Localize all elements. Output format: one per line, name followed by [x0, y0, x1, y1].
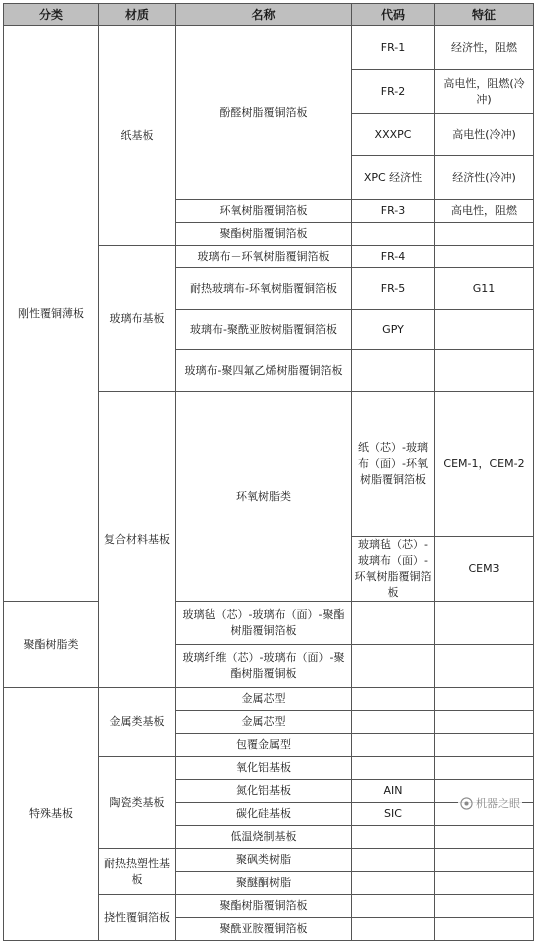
category-cell: 刚性覆铜薄板 [4, 26, 99, 602]
feature-cell [435, 918, 534, 941]
feature-cell [435, 602, 534, 645]
name-cell: 耐热玻璃布-环氧树脂覆铜箔板 [176, 268, 352, 310]
name-cell: 包覆金属型 [176, 734, 352, 757]
material-cell: 环氧树脂类 [176, 392, 352, 602]
name-cell: 玻璃布-聚四氟乙烯树脂覆铜箔板 [176, 350, 352, 392]
name-cell: 金属芯型 [176, 711, 352, 734]
watermark-text: 机器之眼 [476, 797, 520, 810]
feature-cell [435, 711, 534, 734]
name-cell: 金属芯型 [176, 688, 352, 711]
code-cell [352, 602, 435, 645]
name-cell: 玻璃毡（芯）-玻璃布（面）-聚酯树脂覆铜箔板 [176, 602, 352, 645]
name-cell: 环氧树脂覆铜箔板 [176, 200, 352, 223]
feature-cell: G11 [435, 268, 534, 310]
substrate-classification-table [3, 3, 534, 941]
material-cell: 耐热热塑性基板 [99, 849, 176, 895]
header-feature: 特征 [435, 4, 534, 26]
category-cell: 复合材料基板 [99, 392, 176, 688]
code-cell [352, 895, 435, 918]
name-cell: 玻璃毡（芯）-玻璃布（面）-环氧树脂覆铜箔板 [352, 537, 435, 602]
code-cell [352, 757, 435, 780]
name-cell: 聚酯树脂覆铜箔板 [176, 895, 352, 918]
feature-cell: 高电性，阻燃 [435, 200, 534, 223]
feature-cell [435, 757, 534, 780]
feature-cell [435, 895, 534, 918]
material-cell: 纸基板 [99, 26, 176, 246]
name-cell: 聚酯树脂覆铜箔板 [176, 223, 352, 246]
code-cell [352, 688, 435, 711]
material-cell: 挠性覆铜箔板 [99, 895, 176, 941]
material-cell: 玻璃布基板 [99, 246, 176, 392]
name-cell: 玻璃纤维（芯）-玻璃布（面）-聚酯树脂覆铜板 [176, 645, 352, 688]
feature-cell [435, 223, 534, 246]
code-cell: XXXPC [352, 114, 435, 156]
feature-cell: 高电性(冷冲) [435, 114, 534, 156]
material-cell: 聚酯树脂类 [4, 602, 99, 688]
code-cell [352, 350, 435, 392]
name-cell: 聚醚酮树脂 [176, 872, 352, 895]
name-cell: 碳化硅基板 [176, 803, 352, 826]
header-material: 材质 [99, 4, 176, 26]
code-cell: FR-3 [352, 200, 435, 223]
name-cell: 低温烧制基板 [176, 826, 352, 849]
name-cell: 酚醛树脂覆铜箔板 [176, 26, 352, 200]
name-cell: 玻璃布－环氧树脂覆铜箔板 [176, 246, 352, 268]
code-cell [352, 849, 435, 872]
code-cell: CEM3 [435, 537, 534, 602]
header-category: 分类 [4, 4, 99, 26]
name-cell: 氮化铝基板 [176, 780, 352, 803]
feature-cell [435, 246, 534, 268]
code-cell: SIC [352, 803, 435, 826]
name-cell: 聚砜类树脂 [176, 849, 352, 872]
feature-cell [435, 826, 534, 849]
code-cell: GPY [352, 310, 435, 350]
code-cell: FR-5 [352, 268, 435, 310]
name-cell: 玻璃布-聚酰亚胺树脂覆铜箔板 [176, 310, 352, 350]
code-cell [352, 826, 435, 849]
code-cell [352, 223, 435, 246]
name-cell: 纸（芯）-玻璃布（面）-环氧树脂覆铜箔板 [352, 392, 435, 537]
code-cell [352, 918, 435, 941]
code-cell: FR-2 [352, 70, 435, 114]
feature-cell [435, 688, 534, 711]
code-cell: FR-4 [352, 246, 435, 268]
name-cell: 氧化铝基板 [176, 757, 352, 780]
code-cell [352, 872, 435, 895]
name-cell: 聚酰亚胺覆铜箔板 [176, 918, 352, 941]
code-cell: FR-1 [352, 26, 435, 70]
feature-cell [435, 849, 534, 872]
code-cell [352, 711, 435, 734]
code-cell [352, 734, 435, 757]
eye-logo-icon [460, 797, 473, 810]
header-code: 代码 [352, 4, 435, 26]
feature-cell [435, 734, 534, 757]
feature-cell: 经济性(冷冲) [435, 156, 534, 200]
code-cell [352, 645, 435, 688]
watermark [458, 795, 522, 811]
material-cell: 陶瓷类基板 [99, 757, 176, 849]
feature-cell [435, 645, 534, 688]
code-cell: CEM-1，CEM-2 [435, 392, 534, 537]
feature-cell [435, 872, 534, 895]
feature-cell: 高电性，阻燃(冷冲) [435, 70, 534, 114]
feature-cell [435, 310, 534, 350]
code-cell: AIN [352, 780, 435, 803]
material-cell: 金属类基板 [99, 688, 176, 757]
feature-cell [435, 350, 534, 392]
header-name: 名称 [176, 4, 352, 26]
category-cell: 特殊基板 [4, 688, 99, 941]
code-cell: XPC 经济性 [352, 156, 435, 200]
feature-cell: 经济性，阻燃 [435, 26, 534, 70]
